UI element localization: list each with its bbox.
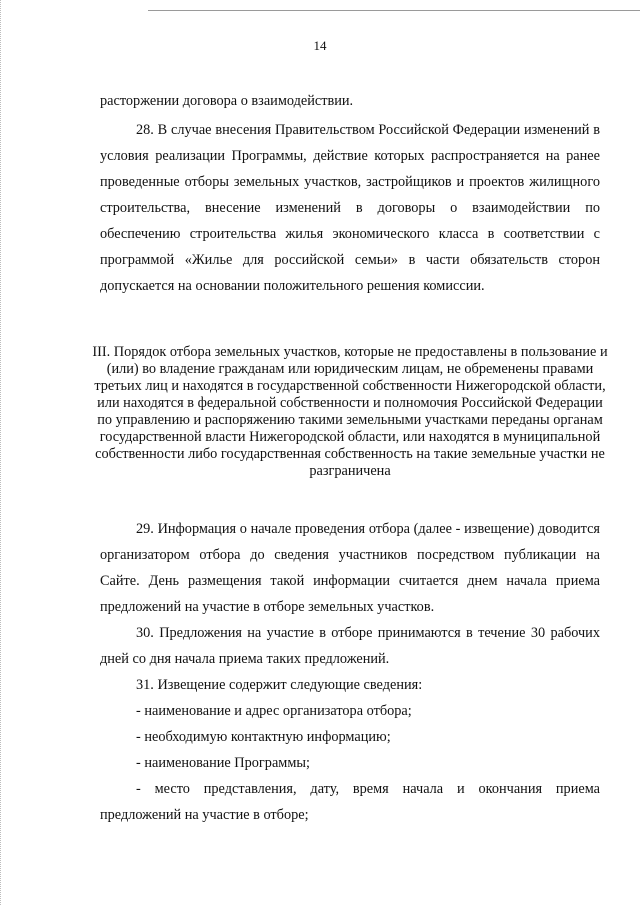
scan-top-rule	[148, 10, 640, 11]
paragraph-31: 31. Извещение содержит следующие сведения:	[136, 677, 423, 693]
list-item: - наименование Программы;	[136, 755, 310, 771]
scan-left-edge	[0, 0, 3, 905]
paragraph-30: 30. Предложения на участие в отборе принимаются в течение 30 рабочих дней со дня начала приема таких предложений.	[100, 625, 600, 667]
list-item: - необходимую контактную информацию;	[136, 729, 391, 745]
paragraph-continuation: расторжении договора о взаимодействии.	[100, 93, 354, 109]
section-heading-iii: III. Порядок отбора земельных участков, которые не предоставлены в пользование и (или) во владение гражданам или юридическим лицам, не обременены правами третьих лиц и находятся в государственной собственности Нижегородской области, или находятся в федеральной собственности и полномочия Российской Федерации по управлению и распоряжению такими земельными участками переданы органам государственной власти Нижегородской области, или находятся в муниципальной собственности либо государственная собственность на такие земельные участки не разграничена	[92, 344, 608, 479]
paragraph-28: 28. В случае внесения Правительством Российской Федерации изменений в условия реализации Программы, действие которых распространяется на ранее проведенные отборы земельных участков, застройщиков и проектов жилищного строительства, внесение изменений в договоры о взаимодействии по обеспечению строительства жилья экономического класса в соответствии с программой «Жилье для российской семьи» в части обязательств сторон допускается на основании положительного решения комиссии.	[100, 122, 600, 294]
list-item: - место представления, дату, время начала и окончания приема предложений на участие в отборе;	[100, 781, 600, 823]
list-item: - наименование и адрес организатора отбора;	[136, 703, 412, 719]
paragraph-29: 29. Информация о начале проведения отбора (далее - извещение) доводится организатором отбора до сведения участников посредством публикации на Сайте. День размещения такой информации считается днем начала приема предложений на участие в отборе земельных участков.	[100, 521, 600, 615]
page-number: 14	[313, 38, 327, 53]
